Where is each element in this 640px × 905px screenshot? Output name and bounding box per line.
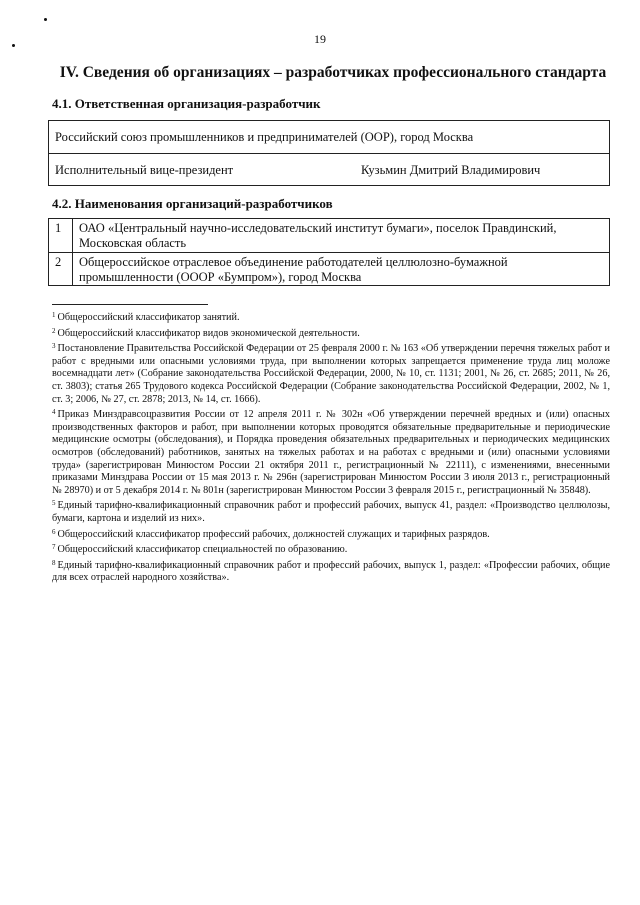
org-name-row [49, 121, 609, 153]
page-number: 19 [314, 32, 326, 46]
org-name: Российский союз промышленников и предпринимателей (ООР), город Москва [55, 130, 474, 144]
developers-table [48, 218, 610, 286]
scan-mark [44, 18, 47, 21]
footnote: $^4$ Приказ Минздравсоцразвития России от 12 апреля 2011 г. № 302н «Об утверждении перечней вредных и (или) опасных производственных факторов и работ, при выполнении которых проводятся обязательные предварительные и периодические медицинские осмотры (обследования), и Порядка проведения обязательных предварительных и периодических медицинских осмотров (обследований) работников, занятых на тяжелых работах и на работах с вредными и (или) опасными условиями труда» (зарегистрирован Минюстом России 21 октября 2011 г., регистрационный № 22111), с изменениями, внесенными приказами Минздрава России от 15 мая 2013 г. № 296н (зарегистрирован Минюстом России 3 июля 2013 г., регистрационный № 28970) и от 5 декабря 2014 г. № 801н (зарегистрирован Минюстом России 3 февраля 2015 г., регистрационный № 35848). [52, 408, 610, 496]
footnote: $^2$ Общероссийский классификатор видов экономической деятельности. [52, 326, 360, 339]
signatory-row [49, 153, 609, 185]
table-row [49, 252, 609, 285]
footnote: $^7$ Общероссийский классификатор специальностей по образованию. [52, 543, 348, 556]
footnote: $^6$ Общероссийский классификатор профессий рабочих, должностей служащих и тарифных разрядов. [52, 527, 490, 540]
developer-org: ОАО «Центральный научно-исследовательский институт бумаги», поселок Правдинский, Московская область [79, 221, 557, 250]
footnotes [52, 309, 610, 585]
section-title: IV. Сведения об организациях – разработчиках профессионального стандарта [59, 64, 607, 81]
responsible-org-heading: 4.1. Ответственная организация-разработчик [52, 96, 321, 111]
footnote-separator [52, 304, 208, 305]
footnote: $^3$ Постановление Правительства Российской Федерации от 25 февраля 2000 г. № 163 «Об утверждении перечня тяжелых работ и работ с вредными или опасными условиями труда, при выполнении которых запрещается применение труда лиц моложе восемнадцати лет» (Собрание законодательства Российской Федерации, 2000, № 10, ст. 1131; 2001, № 26, ст. 2685; 2011, № 26, ст. 3803); статья 265 Трудового кодекса Российской Федерации (Собрание законодательства Российской Федерации, 2002, № 1, ст. 3; 2006, № 27, ст. 2878; 2013, № 14, ст. 1666). [52, 342, 610, 405]
table-row [49, 219, 609, 252]
row-number: 2 [49, 253, 73, 285]
responsible-org-table [48, 120, 610, 186]
signatory-name: Кузьмин Дмитрий Владимирович [361, 163, 541, 177]
developers-heading: 4.2. Наименования организаций-разработчиков [52, 196, 333, 211]
row-number: 1 [49, 219, 73, 252]
footnote: $^1$ Общероссийский классификатор занятий. [52, 311, 240, 323]
developer-org: Общероссийское отраслевое объединение работодателей целлюлозно-бумажной промышленности (ОООР «Бумпром»), город Москва [79, 255, 508, 284]
signatory-position: Исполнительный вице-президент [55, 163, 234, 177]
footnote: $^8$ Единый тарифно-квалификационный справочник работ и профессий рабочих, выпуск 1, раздел: «Профессии рабочих, общие для всех отраслей народного хозяйства». [52, 558, 610, 584]
footnote: $^5$ Единый тарифно-квалификационный справочник работ и профессий рабочих, выпуск 41, раздел: «Производство целлюлозы, бумаги, картона и изделий из них». [52, 499, 610, 524]
